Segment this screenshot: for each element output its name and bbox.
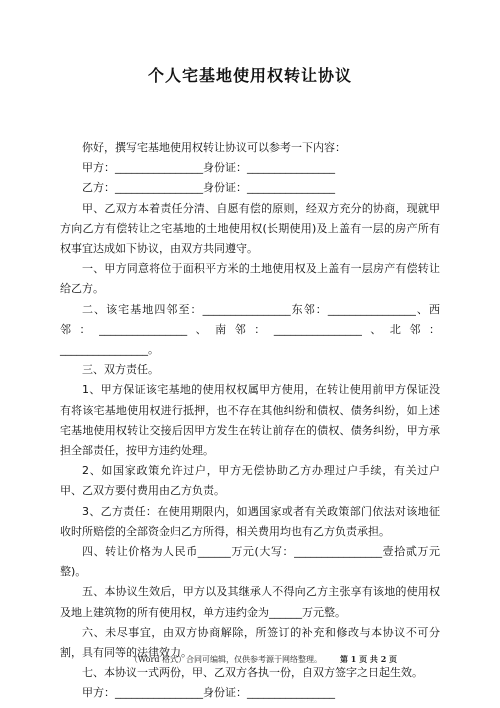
clause-2-boundaries: 二、该宅基地四邻至：________________东邻：________________、西邻：________________、南邻：________________、北邻：________________。	[60, 302, 440, 357]
preamble-paragraph: 甲、乙双方本着责任分清、自愿有偿的原则，经双方充分的协商，现就甲方向乙方有偿转让之宅基地的土地使用权(长期使用)及上盖有一层的房产所有权事宜达成如下协议，由双方共同遵守。	[60, 201, 440, 256]
document-title: 个人宅基地使用权转让协议	[147, 66, 352, 85]
clause-3-item-2: 2、如国家政策允许过户，甲方无偿协助乙方办理过户手续，有关过户甲、乙双方要付费用由乙方负责。	[60, 464, 440, 498]
footer-note: （Word 格式）合同可编辑，仅供参考源于网络整理。	[130, 655, 322, 664]
clause-6: 六、未尽事宜，由双方协商解除，所签订的补充和修改与本协议不可分割，具有同等的法律效力。	[60, 625, 440, 660]
party-b-line: 乙方：________________身份证：________________	[82, 181, 335, 195]
clause-4-price: 四、转让价格为人民币______万元(大写：________________壹拾贰万元整)。	[60, 545, 440, 579]
clause-3-item-1: 1、甲方保证该宅基地的使用权权属甲方使用，在转让使用前甲方保证没有将该宅基地使用权进行抵押，也不存在其他纠纷和债权、债务纠纷，如上述宅基地使用权转让交接后因甲方发生在转让前存在的债权、债务纠纷，甲方承担全部责任，按甲方违约处理。	[60, 383, 440, 458]
clause-5: 五、本协议生效后，甲方以及其继承人不得向乙方主张享有该地的使用权及地上建筑物的所有使用权，单方违约金为______万元整。	[60, 585, 440, 619]
party-a-line: 甲方：________________身份证：________________	[82, 161, 335, 175]
clause-7: 七、本协议一式两份，甲、乙双方各执一份，自双方签字之日起生效。	[82, 666, 423, 680]
signature-line: 甲方：________________身份证：________________	[82, 686, 335, 700]
page-number: 第 1 页 共 2 页	[340, 654, 398, 664]
clause-3-item-3: 3、乙方责任：在使用期限内，如遇国家或者有关政策部门依法对该地征收时所赔偿的全部资金归乙方所得，相关费用均也有乙方负责承担。	[60, 504, 440, 538]
clause-3-heading: 三、双方责任。	[82, 363, 159, 377]
clause-1: 一、甲方同意将位于面积平方米的土地使用权及上盖有一层房产有偿转让给乙方。	[60, 262, 440, 296]
intro-paragraph: 你好，撰写宅基地使用权转让协议可以参考一下内容：	[82, 141, 346, 154]
document-body	[60, 138, 440, 704]
